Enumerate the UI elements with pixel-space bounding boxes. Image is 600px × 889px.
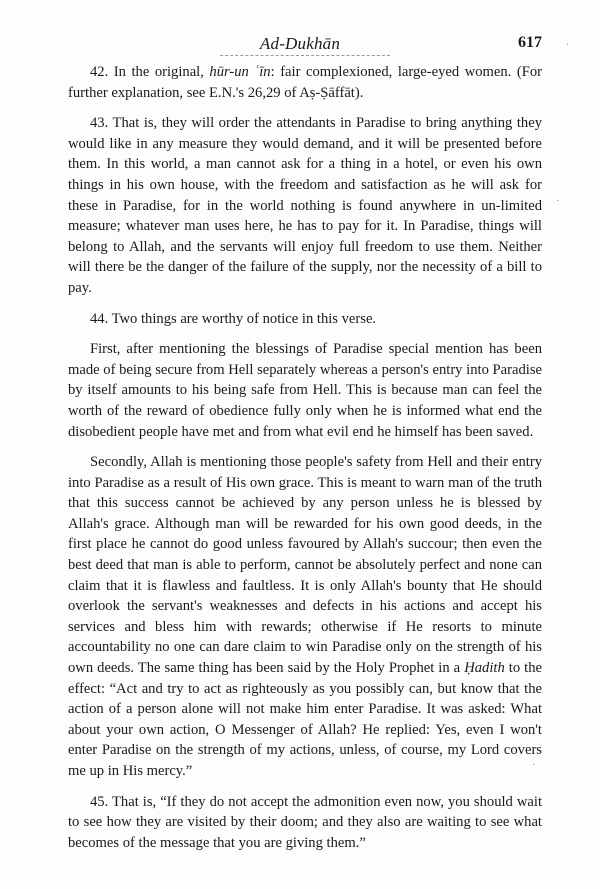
note-42-term: hūr-un ʿīn <box>209 64 271 80</box>
scan-speck: · <box>532 760 536 771</box>
running-title: Ad-Dukhān <box>259 34 341 53</box>
note-43: 43. That is, they will order the attendants in Paradise to bring anything they would like in any measure they would demand, and it will be presented before them. In this world, a man cannot ask for a thing in a hotel, or even his own things in his own house, with the freedom and satisfaction as he will ask for these in Paradise, for in the world nothing is found anywhere in un-limited measure; whatever man uses here, he has to pay for it. In Paradise, things will belong to Allah, and the servants will enjoy full freedom to use them. Neither will there be the danger of the failure of the supply, nor the necessity of a bill to pay. <box>68 115 542 296</box>
note-42-rest: : fair complexioned, large-eyed women. (For further explanation, see E.N.'s 26,29 of Aṣ-Ṣāffāt). <box>68 64 542 101</box>
scan-speck: · <box>566 40 570 51</box>
note-45: 45. That is, “If they do not accept the admonition even now, you should wait to see how they are visited by their doom; and they also are waiting to see what becomes of the message that you are giving them.” <box>68 793 542 851</box>
note-42-lead: 42. In the original, <box>90 64 210 80</box>
note-44: 44. Two things are worthy of notice in this verse. <box>90 310 377 327</box>
note-44-second-rest: to the effect: “Act and try to act as righteously as you possibly can, but know that the action of a person alone will not make him enter Paradise. It was asked: What about your own action, O Messenger of Allah? He replied: Yes, even I won't enter Paradise on the strength of my actions, unless, of course, my Lord covers me up in His mercy.” <box>68 660 542 779</box>
note-42 <box>68 62 542 103</box>
notes-body <box>68 62 542 863</box>
hadith-term: Ḥadith <box>464 660 505 677</box>
note-44-second-point <box>68 452 542 782</box>
page-number: 617 <box>518 34 542 51</box>
header-rule <box>220 55 390 56</box>
scan-speck: · <box>556 196 560 207</box>
note-44-second-lead: Secondly, Allah is mentioning those people's safety from Hell and their entry into Paradise as a result of His own grace. This is meant to warn man of the truth that this success cannot be achieved by any person unless he is blessed by Allah's grace. Although man will be rewarded for his own good deeds, in the first place he cannot do good unless favoured by Allah's succour; then even the best deed that man is able to perform, cannot be absolutely perfect and none can claim that it is flawless and faultless. It is only Allah's bounty that He should overlook the servant's weaknesses and defects in his actions and accept his services and bless him with rewards; otherwise if He resorts to minute accountability no one can dare claim to win Paradise only on the strength of his own deeds. The same thing has been said by the Holy Prophet in a <box>68 454 542 677</box>
running-head <box>0 34 600 54</box>
note-44-first-point: First, after mentioning the blessings of Paradise special mention has been made of being secure from Hell separately whereas a person's entry into Paradise by itself amounts to his being safe from Hell. This is because man can feel the worth of the reward of obedience fully only when he is informed what end the disobedient people have met and from what evil end he himself has been saved. <box>68 341 542 440</box>
